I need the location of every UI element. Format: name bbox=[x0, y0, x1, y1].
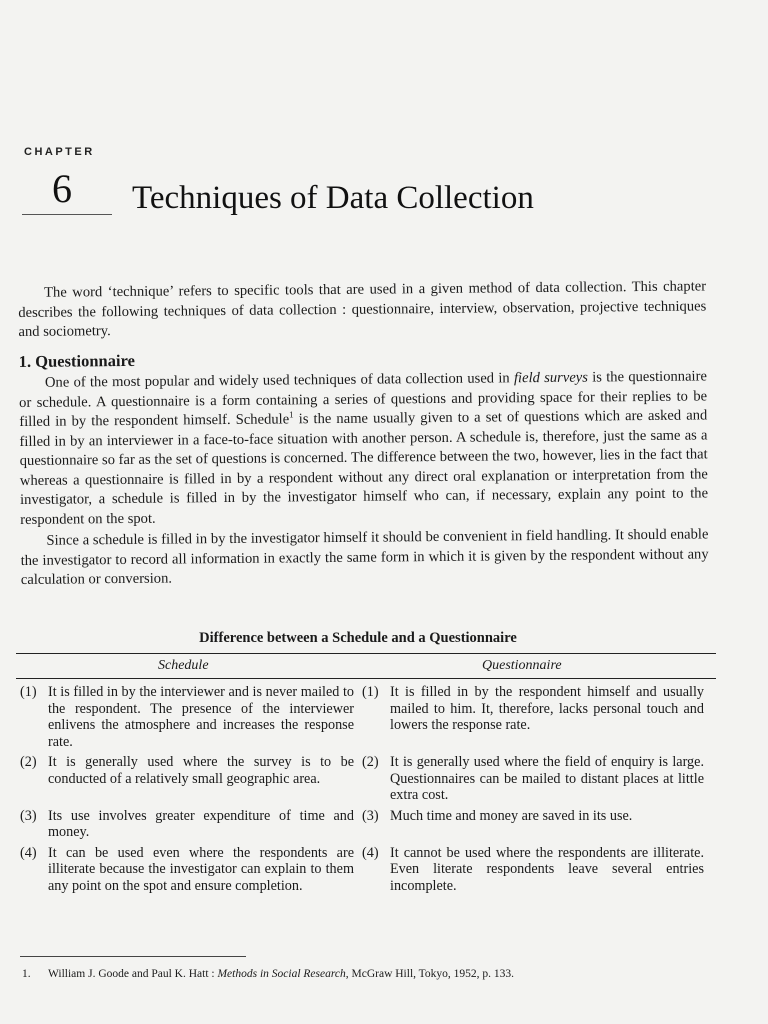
column-header-schedule: Schedule bbox=[158, 658, 209, 673]
questionnaire-cell bbox=[362, 754, 704, 804]
schedule-cell bbox=[20, 808, 362, 841]
table-header-rule bbox=[16, 678, 716, 679]
p1-italic: field surveys bbox=[513, 369, 589, 387]
comparison-table bbox=[20, 684, 704, 898]
table-row bbox=[20, 754, 704, 804]
column-header-questionnaire: Questionnaire bbox=[482, 658, 562, 673]
chapter-label: CHAPTER bbox=[24, 146, 95, 158]
item-number: (1) bbox=[20, 684, 37, 700]
schedule-cell bbox=[20, 754, 362, 804]
questionnaire-cell bbox=[362, 845, 704, 895]
questionnaire-text: Much time and money are saved in its use. bbox=[390, 807, 633, 824]
schedule-cell bbox=[20, 684, 362, 750]
item-number: (3) bbox=[20, 807, 37, 824]
p1-part3: is the name usually given to a set of questions which are asked and filled in by an interviewer in a face-to-face situation with another person. A schedule is, therefore, just the same as a questionnaire so far as the set of questions is concerned. The difference between the two, however, lies in the fact that whereas a questionnaire is filled in by a respondent without any direct oral explanation or interpretation from the investigator, a schedule is filled in by the investigator himself who can, if necessary, explain any point to the respondent on the spot. bbox=[19, 407, 709, 528]
questionnaire-paragraph-1 bbox=[19, 367, 708, 530]
chapter-rule bbox=[22, 214, 112, 215]
schedule-text: It is generally used where the survey is to be conducted of a relatively small geographic area. bbox=[48, 754, 354, 787]
questionnaire-text: It is filled in by the respondent himself and usually mailed to him. It, therefore, lacks personal touch and lowers the response rate. bbox=[390, 684, 704, 733]
questionnaire-text: It is generally used where the field of enquiry is large. Questionnaires can be mailed to distant places at little extra cost. bbox=[390, 754, 704, 803]
footnote-authors: William J. Goode and Paul K. Hatt : bbox=[48, 968, 218, 980]
schedule-cell bbox=[20, 845, 362, 895]
body-text bbox=[18, 277, 709, 590]
section-heading: 1. Questionnaire bbox=[18, 350, 135, 371]
footnote bbox=[22, 968, 514, 980]
footnote-number: 1. bbox=[22, 968, 31, 980]
item-number: (2) bbox=[20, 754, 37, 770]
questionnaire-text: It cannot be used where the respondents are illiterate. Even literate respondents leave several entries incomplete. bbox=[390, 844, 704, 894]
footnote-ref[interactable]: 1 bbox=[289, 409, 294, 420]
footnote-book-title: Methods in Social Research bbox=[217, 968, 346, 980]
item-number: (2) bbox=[362, 754, 379, 770]
p1-part2: is the questionnaire or schedule. A questionnaire is a form containing a series of questions and providing space for their replies to be filled in by the respondent himself. Schedule bbox=[19, 368, 708, 430]
chapter-title: Techniques of Data Collection bbox=[132, 180, 534, 216]
footnote-rule bbox=[20, 956, 246, 957]
item-number: (3) bbox=[362, 807, 379, 824]
questionnaire-cell bbox=[362, 808, 704, 841]
table-top-rule bbox=[16, 653, 716, 654]
intro-paragraph: The word ‘technique’ refers to specific tools that are used in a given method of data collection. This chapter describes the following techniques of data collection : questionnaire, interview, observation, projective techniques and sociometry. bbox=[18, 278, 707, 340]
table-row bbox=[20, 684, 704, 750]
table-row bbox=[20, 808, 704, 841]
table-title: Difference between a Schedule and a Questionnaire bbox=[199, 630, 517, 646]
table-row bbox=[20, 845, 704, 895]
chapter-number: 6 bbox=[52, 166, 72, 211]
questionnaire-cell bbox=[362, 684, 704, 750]
schedule-text: It is filled in by the interviewer and is never mailed to the respondent. The presence of the interviewer enlivens the atmosphere and increases the response rate. bbox=[48, 684, 354, 750]
item-number: (4) bbox=[362, 844, 379, 861]
schedule-text: It can be used even where the respondents are illiterate because the investigator can explain to them any point on the spot and ensure completion. bbox=[48, 844, 354, 894]
item-number: (1) bbox=[362, 684, 379, 700]
questionnaire-paragraph-2: Since a schedule is filled in by the investigator himself it should be convenient in field handling. It should enable the investigator to record all information in exactly the same form in which it is given by the respondent without any calculation or conversion. bbox=[20, 526, 709, 588]
footnote-publisher: , McGraw Hill, Tokyo, 1952, p. 133. bbox=[345, 968, 515, 980]
schedule-text: Its use involves greater expenditure of time and money. bbox=[48, 807, 354, 840]
item-number: (4) bbox=[20, 844, 37, 861]
p1-part1: One of the most popular and widely used techniques of data collection used in bbox=[44, 370, 515, 391]
